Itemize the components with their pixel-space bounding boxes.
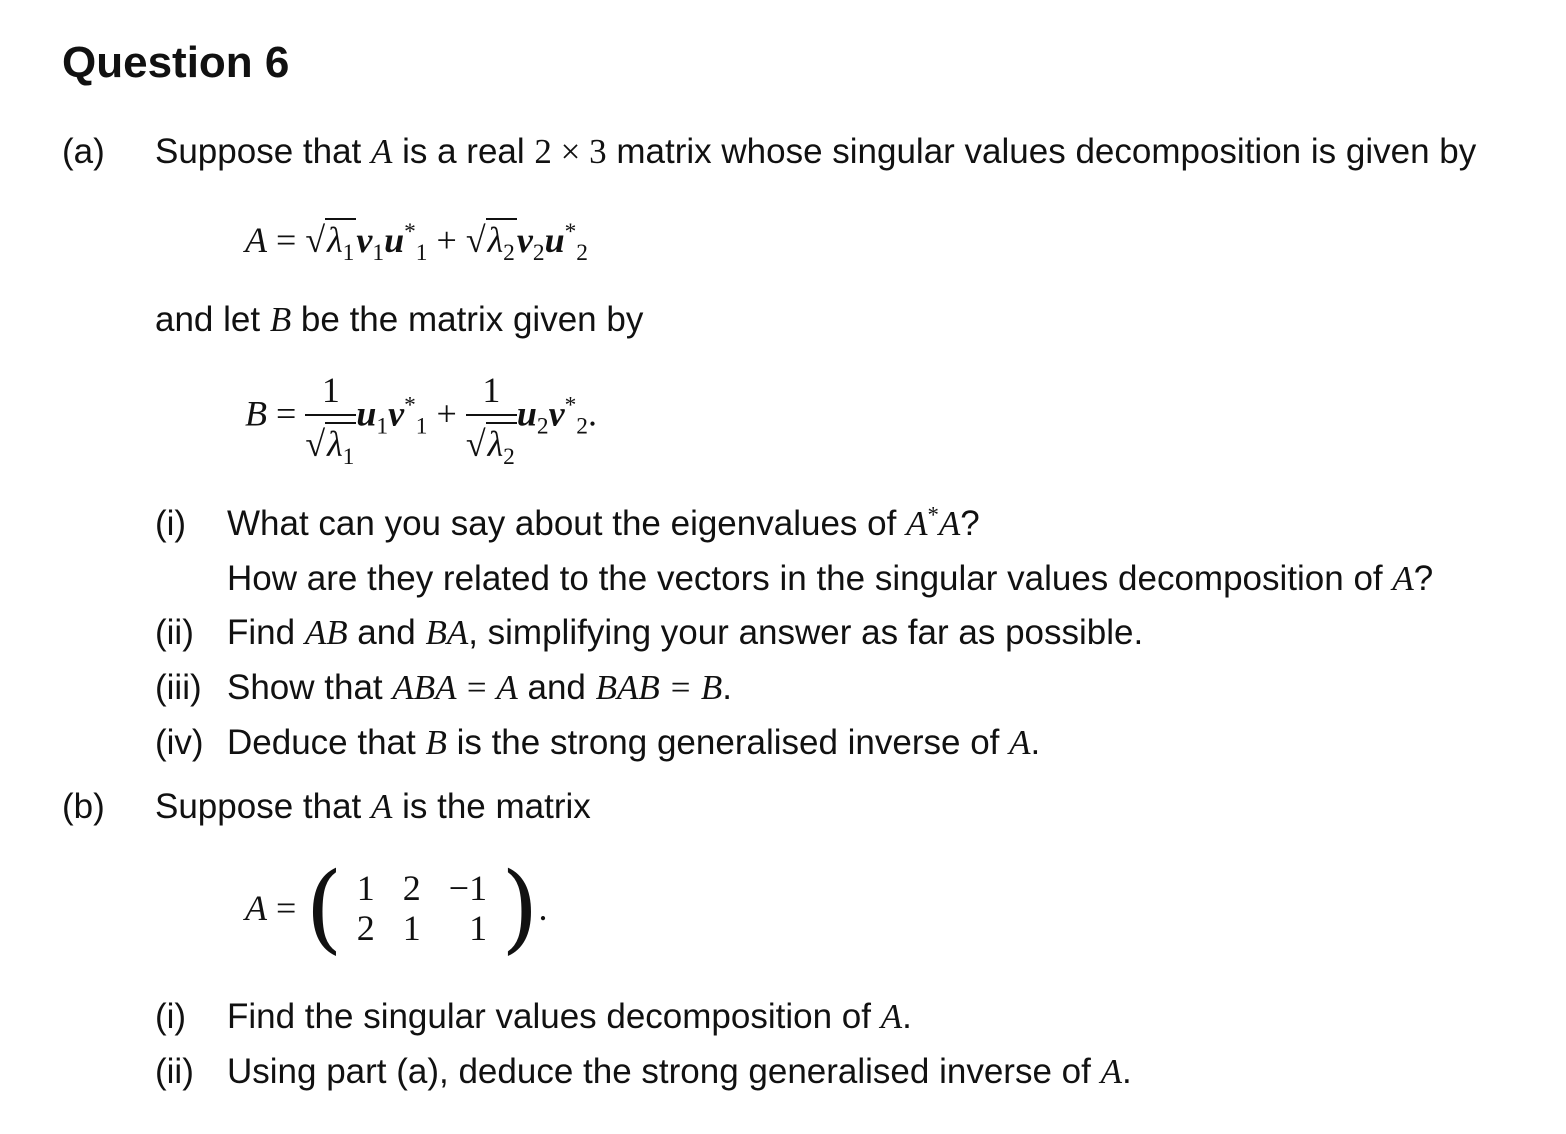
- part-a-mid-text: and let B be the matrix given by: [155, 300, 644, 339]
- a-i-text: What can you say about the eigenvalues of A*A?: [227, 502, 980, 543]
- matrix-cell: 1: [469, 908, 488, 948]
- a-ii-text: Find AB and BA, simplifying your answer as far as possible.: [227, 613, 1144, 652]
- a-iii-label: (iii): [155, 668, 202, 707]
- a-iv-label: (iv): [155, 723, 204, 762]
- part-a-label: (a): [62, 132, 105, 171]
- matrix-cell: 1: [356, 868, 375, 908]
- equation-B: B = $\frac{1}{√\lambda_1}$ $u_1v^*_1$ + $\frac{1}{√\lambda_2}$ $u_2v^*_2$.: [245, 370, 597, 471]
- a-i-continuation: How are they related to the vectors in the singular values decomposition of A?: [227, 559, 1434, 598]
- matrix-cell: 2: [402, 868, 421, 908]
- question-title: Question 6: [62, 38, 290, 87]
- b-i-text: Find the singular values decomposition of A.: [227, 997, 912, 1036]
- part-b-label: (b): [62, 787, 105, 826]
- matrix-A: [343, 868, 501, 948]
- b-ii-text: Using part (a), deduce the strong generalised inverse of A.: [227, 1052, 1132, 1091]
- matrix-equation: A = ( 1 2 −1 2 1 1 ).: [245, 852, 548, 964]
- matrix-cell: 2: [356, 908, 375, 948]
- a-ii-label: (ii): [155, 613, 194, 652]
- matrix-cell: −1: [448, 868, 488, 908]
- part-a-intro: Suppose that A is a real 2 × 3 matrix whose singular values decomposition is given by: [155, 132, 1477, 171]
- b-i-label: (i): [155, 997, 187, 1036]
- a-i-label: (i): [155, 504, 187, 543]
- part-b-intro: Suppose that A is the matrix: [155, 787, 591, 826]
- a-iii-text: Show that ABA = A and BAB = B.: [227, 668, 732, 707]
- matrix-cell: 1: [402, 908, 421, 948]
- b-ii-label: (ii): [155, 1052, 194, 1091]
- equation-A-svd: $A = √\lambda_1v_1u^*_1 + √\lambda_2v_2u^*_2$: [245, 219, 588, 267]
- a-iv-text: Deduce that B is the strong generalised inverse of A.: [227, 723, 1041, 762]
